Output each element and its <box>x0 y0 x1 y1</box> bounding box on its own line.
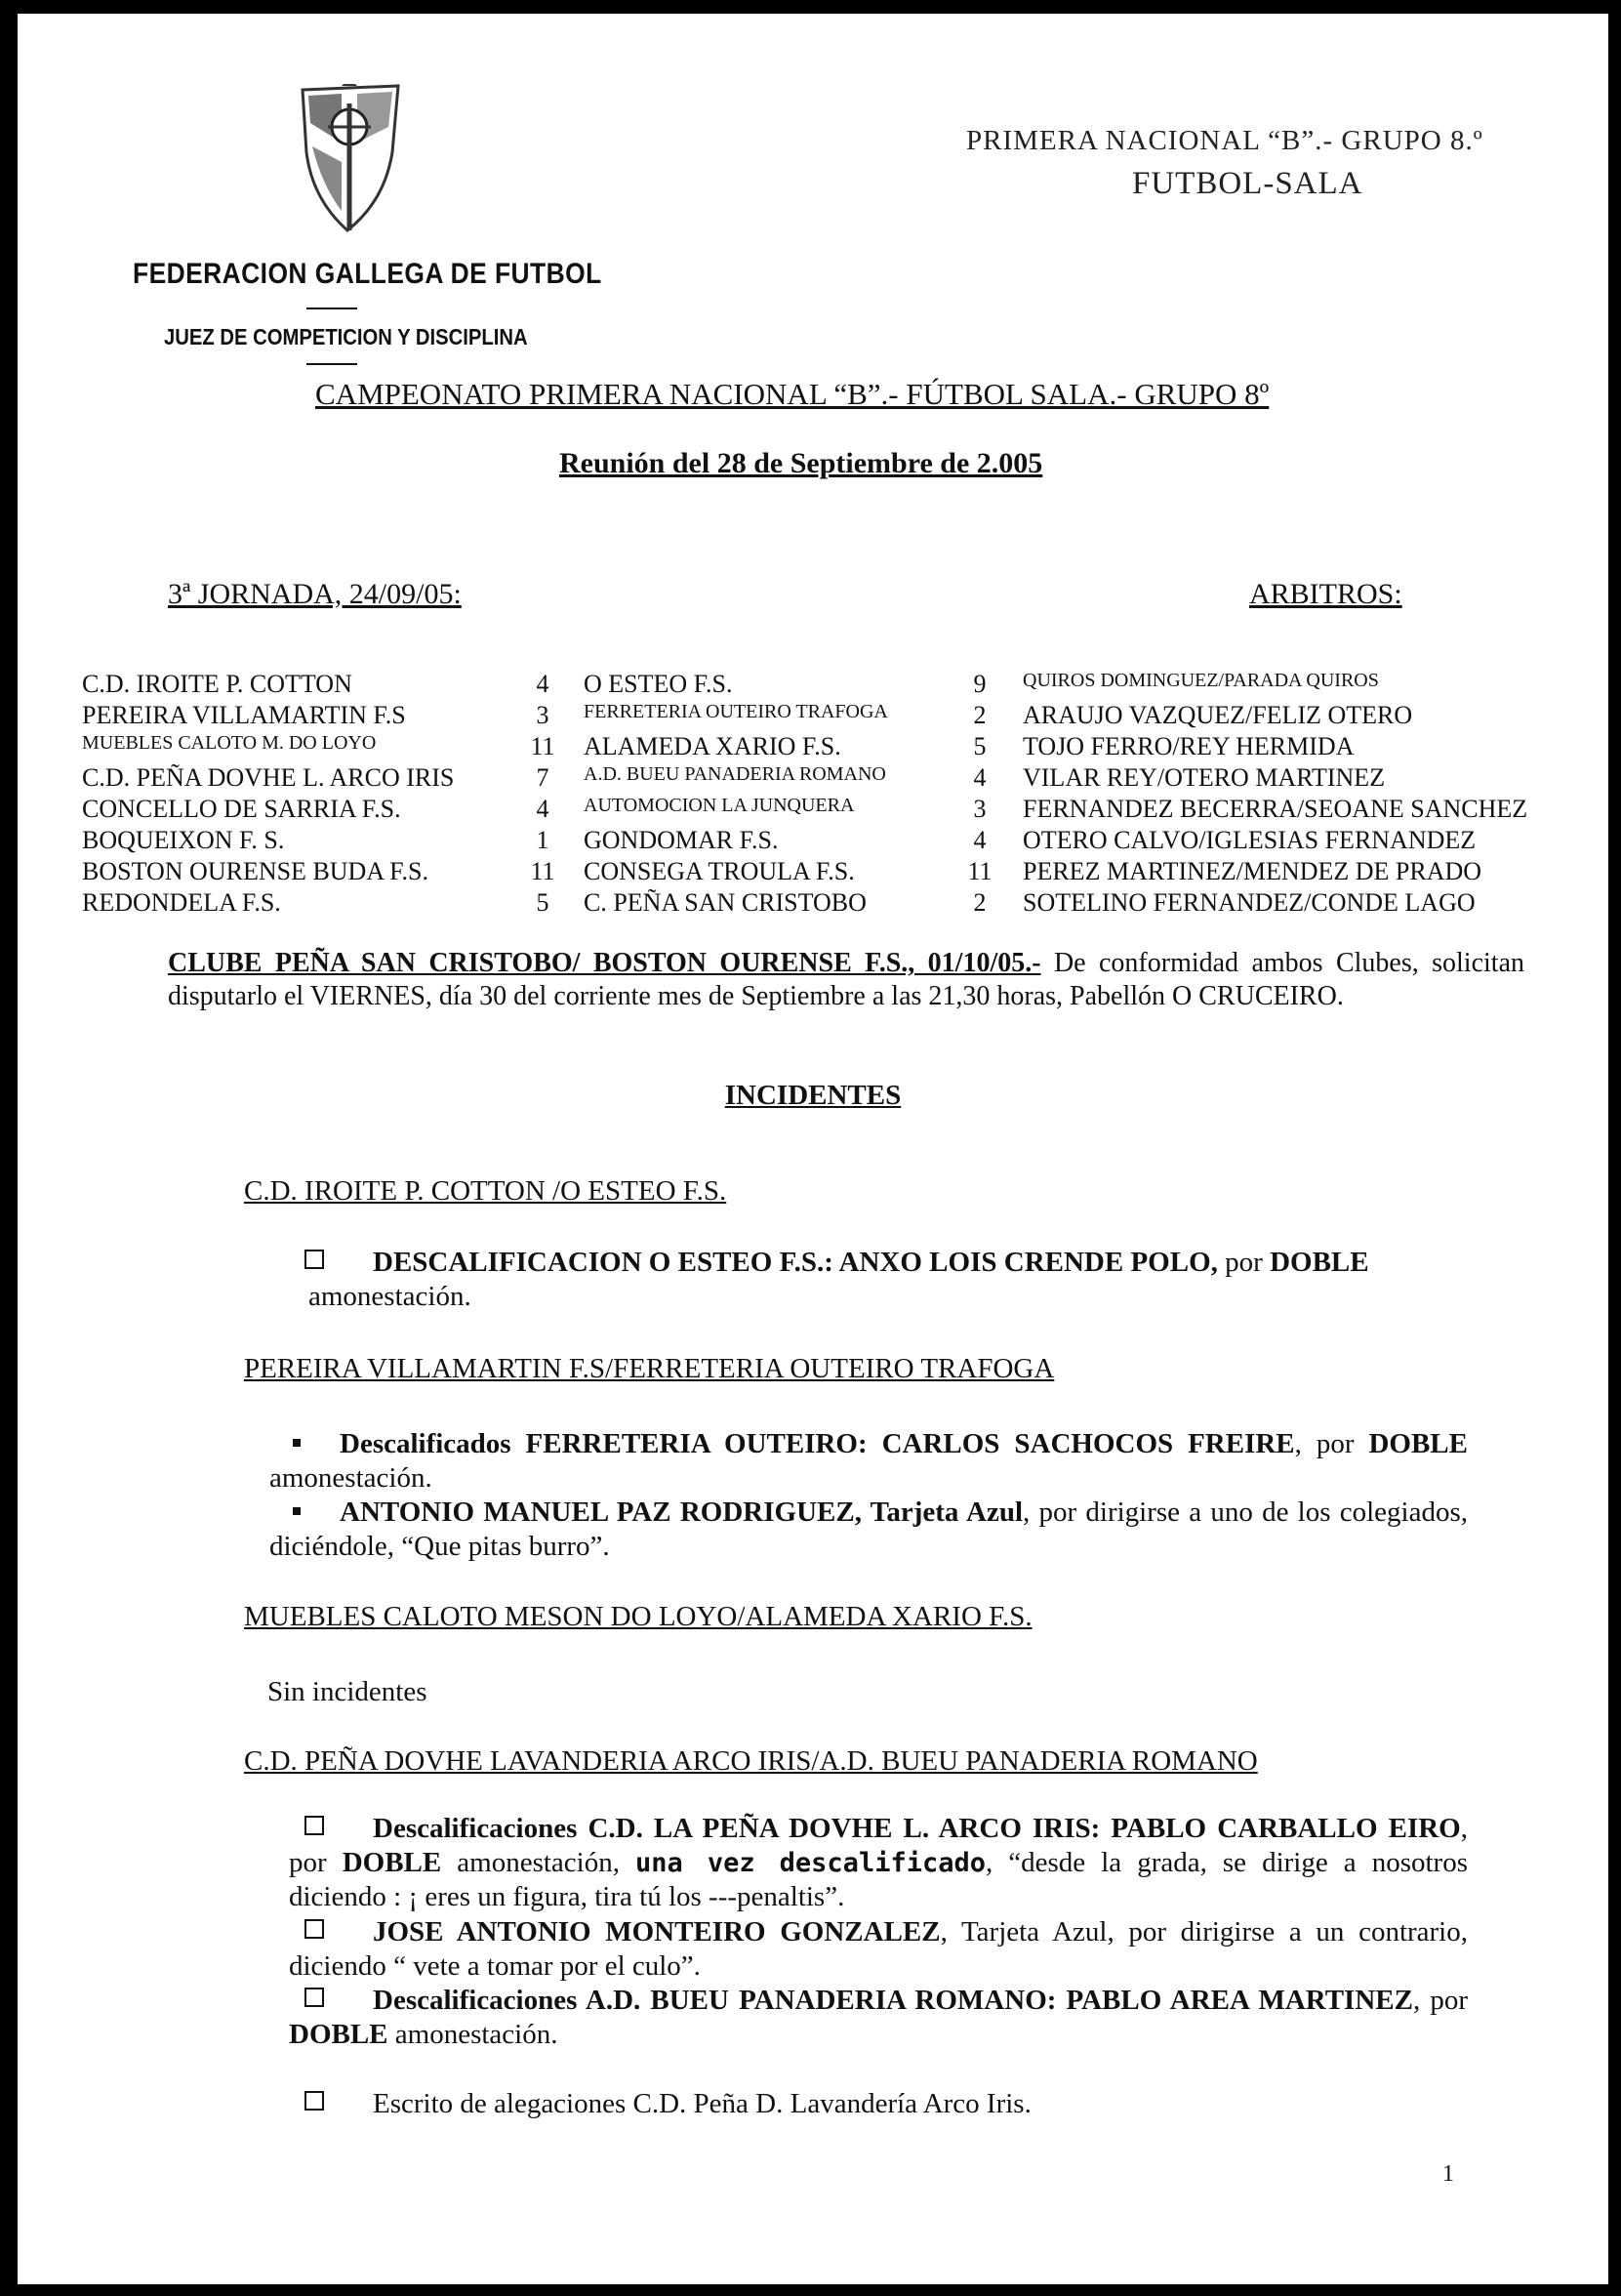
document-page <box>18 14 1608 2284</box>
checkbox-icon <box>304 1988 324 2007</box>
away-team: AUTOMOCION LA JUNQUERA <box>584 795 855 816</box>
category-line: PRIMERA NACIONAL “B”.- GRUPO 8.º <box>966 125 1483 156</box>
home-team: MUEBLES CALOTO M. DO LOYO <box>82 732 377 754</box>
home-score: 5 <box>536 888 549 917</box>
bullet-icon <box>293 1439 301 1447</box>
away-score: 11 <box>967 857 993 885</box>
away-team: GONDOMAR F.S. <box>584 826 779 854</box>
away-score: 2 <box>973 888 987 917</box>
incident-item: Escrito de alegaciones C.D. Peña D. Lavandería Arco Iris. <box>289 2087 1468 2121</box>
incident-match-title: C.D. IROITE P. COTTON /O ESTEO F.S. <box>244 1175 727 1207</box>
away-team: O ESTEO F.S. <box>584 670 733 698</box>
incident-text: Sin incidentes <box>267 1676 427 1707</box>
away-score: 2 <box>973 701 987 729</box>
home-score: 11 <box>530 732 555 760</box>
result-row <box>18 888 1608 920</box>
document-title: CAMPEONATO PRIMERA NACIONAL “B”.- FÚTBOL SALA.- GRUPO 8º <box>315 377 1270 411</box>
divider <box>306 363 357 365</box>
result-row <box>18 795 1608 826</box>
meeting-date: Reunión del 28 de Septiembre de 2.005 <box>559 447 1043 479</box>
schedule-notice <box>168 947 1524 1013</box>
home-team: CONCELLO DE SARRIA F.S. <box>82 795 401 823</box>
page-number: 1 <box>1442 2161 1454 2187</box>
result-row <box>18 826 1608 857</box>
incidents-heading: INCIDENTES <box>724 1080 902 1111</box>
result-row <box>18 732 1608 763</box>
jornada-label: 3ª JORNADA, 24/09/05: <box>168 578 462 610</box>
federation-name: FEDERACION GALLEGA DE FUTBOL <box>133 258 602 290</box>
home-team: BOSTON OURENSE BUDA F.S. <box>82 857 429 885</box>
bullet-icon <box>293 1507 301 1515</box>
incident-item: Descalificaciones A.D. BUEU PANADERIA ROMANO: PABLO AREA MARTINEZ, por DOBLE amonestación. <box>289 1985 1468 2050</box>
home-team: REDONDELA F.S. <box>82 888 281 917</box>
result-row <box>18 701 1608 732</box>
referees: SOTELINO FERNANDEZ/CONDE LAGO <box>1023 888 1476 917</box>
referees: VILAR REY/OTERO MARTINEZ <box>1023 763 1386 792</box>
incident-item: Descalificados FERRETERIA OUTEIRO: CARLOS SACHOCOS FREIRE, por DOBLE amonestación. <box>269 1428 1468 1494</box>
home-score: 4 <box>536 670 549 698</box>
home-score: 4 <box>536 795 549 823</box>
result-row <box>18 763 1608 795</box>
sport-line: FUTBOL-SALA <box>1132 166 1363 201</box>
notice-match: CLUBE PEÑA SAN CRISTOBO/ BOSTON OURENSE F.S., 01/10/05.- <box>168 948 1041 978</box>
referees: TOJO FERRO/REY HERMIDA <box>1023 732 1355 760</box>
home-score: 1 <box>536 826 549 854</box>
home-score: 11 <box>530 857 555 885</box>
checkbox-icon <box>304 1250 324 1269</box>
incident-item: DESCALIFICACION O ESTEO F.S.: ANXO LOIS CRENDE POLO, por DOBLE amonestación. <box>289 1246 1468 1314</box>
referees: QUIROS DOMINGUEZ/PARADA QUIROS <box>1023 670 1379 691</box>
away-team: C. PEÑA SAN CRISTOBO <box>584 888 867 917</box>
away-team: CONSEGA TROULA F.S. <box>584 857 855 885</box>
home-team: C.D. PEÑA DOVHE L. ARCO IRIS <box>82 763 455 792</box>
judge-title: JUEZ DE COMPETICION Y DISCIPLINA <box>164 324 528 349</box>
away-team: ALAMEDA XARIO F.S. <box>584 732 841 760</box>
incident-item: JOSE ANTONIO MONTEIRO GONZALEZ, Tarjeta Azul, por dirigirse a un contrario, diciendo “ vete a tomar por el culo”. <box>289 1916 1468 1982</box>
referees-label: ARBITROS: <box>1249 578 1402 610</box>
away-team: FERRETERIA OUTEIRO TRAFOGA <box>584 701 888 722</box>
referees: PEREZ MARTINEZ/MENDEZ DE PRADO <box>1023 857 1482 885</box>
incident-match-title: MUEBLES CALOTO MESON DO LOYO/ALAMEDA XARIO F.S. <box>244 1601 1033 1632</box>
home-score: 3 <box>536 701 549 729</box>
federation-crest-icon <box>299 84 402 236</box>
home-team: PEREIRA VILLAMARTIN F.S <box>82 701 406 729</box>
home-score: 7 <box>536 763 549 792</box>
checkbox-icon <box>304 1919 324 1939</box>
incident-item: ANTONIO MANUEL PAZ RODRIGUEZ, Tarjeta Azul, por dirigirse a uno de los colegiados, diciéndole, “Que pitas burro”. <box>269 1496 1468 1562</box>
away-score: 5 <box>973 732 987 760</box>
home-team: BOQUEIXON F. S. <box>82 826 285 854</box>
incident-match-title: PEREIRA VILLAMARTIN F.S/FERRETERIA OUTEIRO TRAFOGA <box>244 1353 1055 1384</box>
notice-text: De conformidad ambos Clubes, solicitan disputarlo el VIERNES, día 30 del corriente mes de Septiembre a las 21,30 horas, Pabellón O CRUCEIRO. <box>168 948 1524 1011</box>
divider <box>306 308 357 309</box>
results-table <box>18 670 1608 920</box>
referees: ARAUJO VAZQUEZ/FELIZ OTERO <box>1023 701 1413 729</box>
referees: FERNANDEZ BECERRA/SEOANE SANCHEZ <box>1023 795 1528 823</box>
checkbox-icon <box>304 1816 324 1835</box>
away-score: 4 <box>973 826 987 854</box>
result-row <box>18 857 1608 888</box>
away-score: 3 <box>973 795 987 823</box>
checkbox-icon <box>304 2091 324 2111</box>
home-team: C.D. IROITE P. COTTON <box>82 670 352 698</box>
referees: OTERO CALVO/IGLESIAS FERNANDEZ <box>1023 826 1477 854</box>
incident-item: Descalificaciones C.D. LA PEÑA DOVHE L. ARCO IRIS: PABLO CARBALLO EIRO, por DOBLE amonestación, una vez descalificado, “desde la grada, se dirige a nosotros diciendo : ¡ eres un figura, tira tú los ---penaltis”. <box>289 1813 1468 1912</box>
incident-match-title: C.D. PEÑA DOVHE LAVANDERIA ARCO IRIS/A.D. BUEU PANADERIA ROMANO <box>244 1745 1258 1777</box>
away-team: A.D. BUEU PANADERIA ROMANO <box>584 763 886 785</box>
result-row <box>18 670 1608 701</box>
away-score: 4 <box>973 763 987 792</box>
away-score: 9 <box>973 670 987 698</box>
